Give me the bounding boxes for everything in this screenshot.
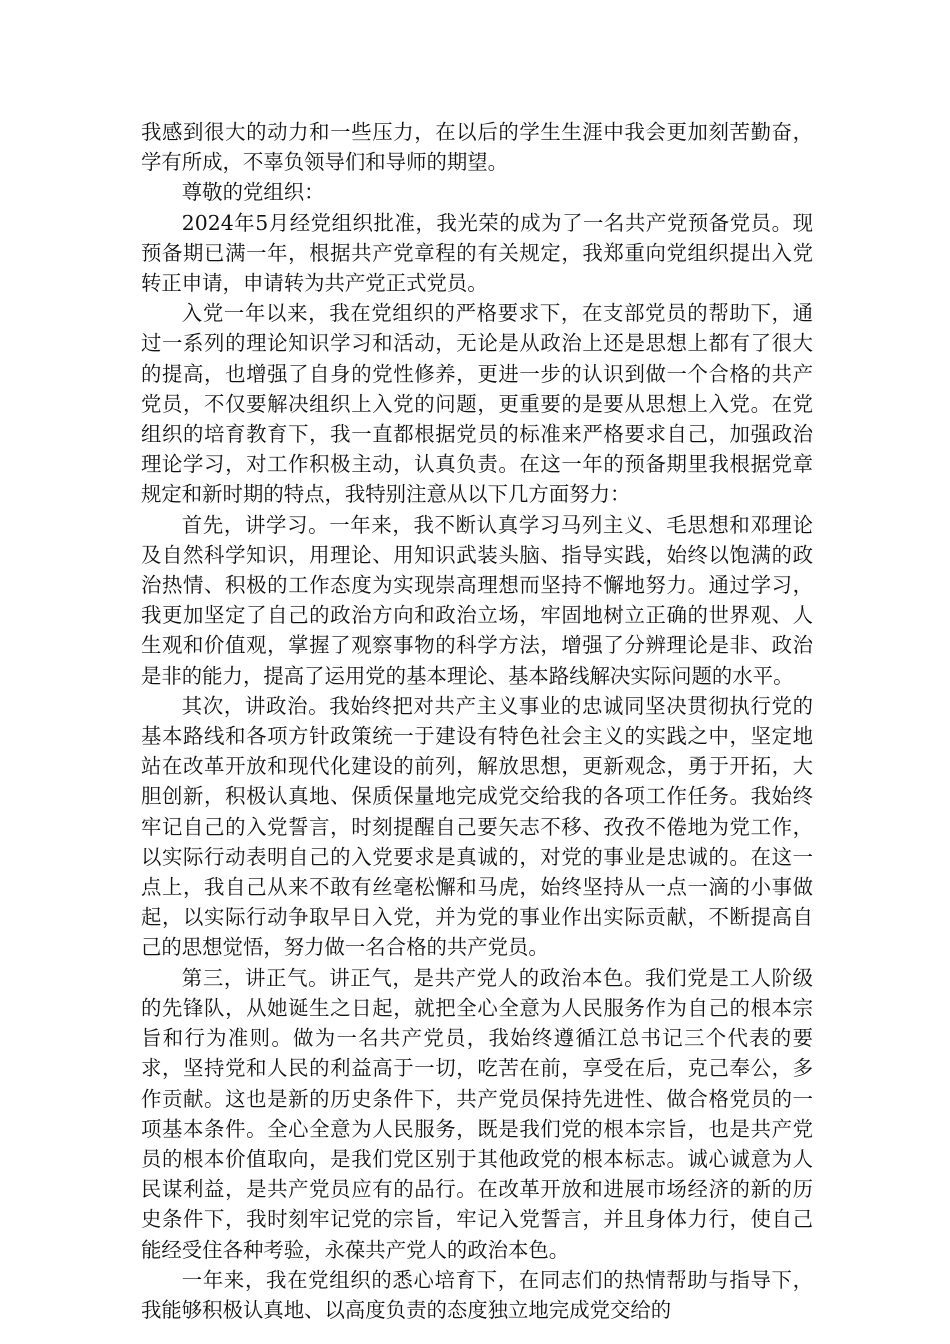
paragraph-politics: 其次，讲政治。我始终把对共产主义事业的忠诚同坚决贯彻执行党的基本路线和各项方针政策统一于建设有特色社会主义的实践之中，坚定地站在改革开放和现代化建设的前列，解放思想，更新观念，勇于开拓，大胆创新，积极认真地、保质保量地完成党交给我的各项工作任务。我始终牢记自己的入党誓言，时刻提醒自己要矢志不移、孜孜不倦地为党工作，以实际行动表明自己的入党要求是真诚的，对党的事业是忠诚的。在这一点上，我自己从来不敢有丝毫松懈和马虎，始终坚持从一点一滴的小事做起，以实际行动争取早日入党，并为党的事业作出实际贡献，不断提高自己的思想觉悟，努力做一名合格的共产党员。 <box>141 693 813 960</box>
paragraph-study: 首先，讲学习。一年来，我不断认真学习马列主义、毛思想和邓理论及自然科学知识，用理论、用知识武装头脑、指导实践，始终以饱满的政治热情、积极的工作态度为实现崇高理想而坚持不懈地努力。通过学习，我更加坚定了自己的政治方向和政治立场，牢固地树立正确的世界观、人生观和价值观，掌握了观察事物的科学方法，增强了分辨理论是非、政治是非的能力，提高了运用党的基本理论、基本路线解决实际问题的水平。 <box>141 512 813 688</box>
paragraph-continued: 我感到很大的动力和一些压力，在以后的学生生涯中我会更加刻苦勤奋，学有所成，不辜负领导们和导师的期望。 <box>141 120 813 175</box>
paragraph-integrity: 第三，讲正气。讲正气，是共产党人的政治本色。我们党是工人阶级的先锋队，从她诞生之日起，就把全心全意为人民服务作为自己的根本宗旨和行为准则。做为一名共产党员，我始终遵循江总书记三个代表的要求，坚持党和人民的利益高于一切，吃苦在前，享受在后，克己奉公，多作贡献。这也是新的历史条件下，共产党员保持先进性、做合格党员的一项基本条件。全心全意为人民服务，既是我们党的根本宗旨，也是共产党员的根本价值取向，是我们党区别于其他政党的根本标志。诚心诚意为人民谋利益，是共产党员应有的品行。在改革开放和进展市场经济的新的历史条件下，我时刻牢记党的宗旨，牢记入党誓言，并且身体力行，使自己能经受住各种考验，永葆共产党人的政治本色。 <box>141 965 813 1262</box>
paragraph-probation: 2024年5月经党组织批准，我光荣的成为了一名共产党预备党员。现预备期已满一年，根据共产党章程的有关规定，我郑重向党组织提出入党转正申请，申请转为共产党正式党员。 <box>141 210 813 296</box>
document-page <box>141 117 813 1325</box>
paragraph-salutation: 尊敬的党组织： <box>181 180 325 205</box>
paragraph-overview: 入党一年以来，我在党组织的严格要求下，在支部党员的帮助下，通过一系列的理论知识学习和活动，无论是从政治上还是思想上都有了很大的提高，也增强了自身的党性修养，更进一步的认识到做一个合格的共产党员，不仅要解决组织上入党的问题，更重要的是要从思想上入党。在党组织的培育教育下，我一直都根据党员的标准来严格要求自己，加强政治理论学习，对工作积极主动，认真负责。在这一年的预备期里我根据党章规定和新时期的特点，我特别注意从以下几方面努力： <box>141 301 813 507</box>
paragraph-closing: 一年来，我在党组织的悉心培育下，在同志们的热情帮助与指导下，我能够积极认真地、以高度负责的态度独立地完成党交给的 <box>141 1267 813 1322</box>
